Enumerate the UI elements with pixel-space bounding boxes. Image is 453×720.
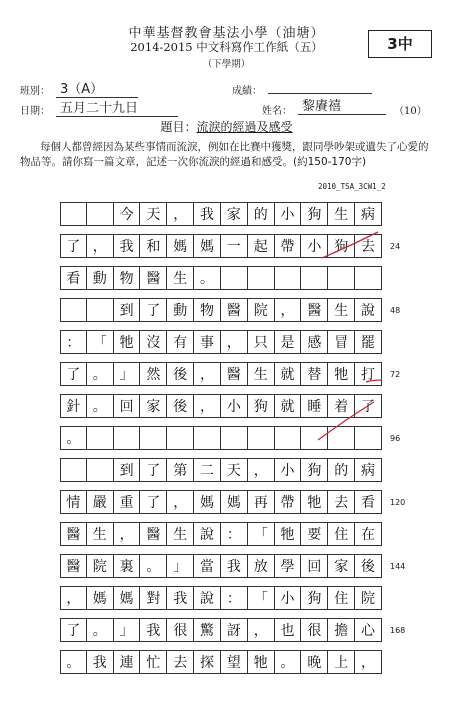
grid-cell: 狗	[301, 202, 328, 226]
name-value: 黎賡禧	[298, 95, 386, 115]
result-label: 成績：	[232, 86, 262, 97]
grade-box: 3中	[368, 30, 432, 58]
grid-cell: 當	[194, 554, 221, 578]
grid-cell	[114, 426, 141, 450]
grid-cell: 今	[114, 202, 141, 226]
grid-cell: 了	[140, 298, 167, 322]
grid-cell: 到	[114, 458, 141, 482]
grid-cell: ：	[221, 522, 248, 546]
grid-cell: 牠	[301, 490, 328, 514]
grid-cell: 去	[328, 490, 355, 514]
grid-cell: 醫	[140, 522, 167, 546]
grid-cell: 院	[248, 298, 275, 322]
class-field	[20, 82, 104, 97]
grid-cell: 住	[328, 522, 355, 546]
grid-cell	[275, 426, 302, 450]
writing-grid	[60, 0, 382, 720]
grid-cell: 沒	[140, 330, 167, 354]
grid-cell: 了	[140, 458, 167, 482]
grid-cell: 」	[114, 618, 141, 642]
grid-cell: 驚	[194, 618, 221, 642]
grid-cell: 生	[248, 362, 275, 386]
grid-cell: 心	[355, 618, 382, 642]
grid-cell: 要	[301, 522, 328, 546]
grid-cell: 說	[194, 522, 221, 546]
grid-cell: 牠	[275, 522, 302, 546]
grid-cell: 。	[140, 554, 167, 578]
term-label: （下學期）	[202, 59, 251, 70]
grid-cell: 後	[355, 554, 382, 578]
grid-cell: 帶	[275, 490, 302, 514]
grid-cell: 家	[328, 554, 355, 578]
grid-cell: 了	[355, 394, 382, 418]
grid-cell: 罷	[355, 330, 382, 354]
word-count-marker: 168	[390, 626, 406, 635]
grid-cell: 感	[301, 330, 328, 354]
word-count-marker: 24	[390, 242, 401, 251]
grid-cell: 醫	[221, 298, 248, 322]
grid-cell: 我	[87, 650, 114, 674]
worksheet-title: 2014-2015 中文科寫作工作紙（五）	[130, 40, 323, 54]
grid-cell: 生	[328, 202, 355, 226]
grid-cell: ，	[275, 298, 302, 322]
grid-cell: 訝	[221, 618, 248, 642]
grid-row	[60, 298, 382, 322]
grid-cell: 針	[60, 394, 87, 418]
grid-cell: 小	[301, 234, 328, 258]
grid-row	[60, 554, 382, 578]
grid-row	[60, 234, 382, 258]
grid-row	[60, 426, 382, 450]
grid-cell: 起	[248, 234, 275, 258]
class-label: 班別：	[20, 86, 50, 97]
word-count-marker: 144	[390, 562, 406, 571]
grid-cell: ，	[194, 394, 221, 418]
grid-cell: 天	[140, 202, 167, 226]
grid-cell: 就	[275, 362, 302, 386]
topic-title: 流淚的經過及感受	[196, 120, 293, 134]
grid-cell: 牠	[248, 650, 275, 674]
grid-cell	[194, 426, 221, 450]
grid-cell: 看	[355, 490, 382, 514]
grid-cell: ，	[248, 618, 275, 642]
grid-cell: ：	[60, 330, 87, 354]
grid-cell: 對	[140, 586, 167, 610]
grid-cell: 生	[167, 266, 194, 290]
grid-cell: 裏	[114, 554, 141, 578]
grid-cell: 情	[60, 490, 87, 514]
grid-cell: 我	[140, 618, 167, 642]
grid-cell	[355, 266, 382, 290]
grid-cell: 一	[221, 234, 248, 258]
grid-cell: 家	[221, 202, 248, 226]
grid-cell: 小	[275, 586, 302, 610]
grid-cell: 着	[328, 394, 355, 418]
grid-cell: 說	[355, 298, 382, 322]
grid-cell	[328, 426, 355, 450]
grid-cell: ，	[60, 586, 87, 610]
grid-cell: 生	[167, 522, 194, 546]
grid-cell: ，	[221, 330, 248, 354]
grid-cell: 物	[114, 266, 141, 290]
grid-cell: 回	[301, 554, 328, 578]
name-label: 姓名：	[262, 106, 292, 117]
grid-cell: 醫	[60, 522, 87, 546]
grid-cell	[60, 202, 87, 226]
grid-cell: ，	[355, 650, 382, 674]
grid-row	[60, 266, 382, 290]
date-value: 五月二十九日	[56, 97, 178, 117]
grid-cell	[248, 426, 275, 450]
grid-cell	[167, 426, 194, 450]
grid-row	[60, 330, 382, 354]
grid-cell: 。	[194, 266, 221, 290]
grid-cell: ，	[167, 490, 194, 514]
grid-cell: 我	[194, 202, 221, 226]
grid-cell	[221, 266, 248, 290]
grid-row	[60, 362, 382, 386]
word-count-marker: 48	[390, 306, 401, 315]
grid-cell: 睡	[301, 394, 328, 418]
grid-cell: 了	[140, 490, 167, 514]
grid-cell: 打	[355, 362, 382, 386]
grid-cell: 「	[248, 586, 275, 610]
grid-cell: 替	[301, 362, 328, 386]
grid-cell: 學	[275, 554, 302, 578]
grid-cell: 小	[275, 458, 302, 482]
grid-row	[60, 394, 382, 418]
grid-cell: 和	[140, 234, 167, 258]
grid-cell: ：	[221, 586, 248, 610]
grid-cell: 媽	[87, 586, 114, 610]
word-count-marker: 72	[390, 370, 401, 379]
grid-cell: 只	[248, 330, 275, 354]
word-count-marker: 120	[390, 498, 406, 507]
grid-cell: 「	[87, 330, 114, 354]
grid-cell: 冒	[328, 330, 355, 354]
grid-cell: 醫	[301, 298, 328, 322]
grid-cell: 後	[167, 362, 194, 386]
grid-cell: 牠	[328, 362, 355, 386]
grid-row	[60, 586, 382, 610]
school-name: 中華基督教會基法小學（油塘）	[128, 26, 325, 41]
grid-cell: 生	[328, 298, 355, 322]
instructions: 每個人都曾經因為某些事情而流淚，例如在比賽中獲獎，跟同學吵架或遺失了心愛的物品等。請你寫一篇文章，記述一次你流淚的經過和感受。(約150-170字)	[20, 141, 429, 168]
grid-cell: 醫	[140, 266, 167, 290]
grid-cell: 了	[60, 234, 87, 258]
grid-cell: 牠	[114, 330, 141, 354]
grid-cell: 。	[60, 426, 87, 450]
grid-cell: 也	[275, 618, 302, 642]
grid-cell: 就	[275, 394, 302, 418]
grid-cell: 小	[275, 202, 302, 226]
grid-cell: 了	[60, 618, 87, 642]
grid-cell: ，	[248, 458, 275, 482]
grid-cell	[140, 426, 167, 450]
grid-cell: 去	[355, 234, 382, 258]
grid-cell: 媽	[114, 586, 141, 610]
grid-cell: 我	[114, 234, 141, 258]
topic-label: 題目：	[160, 120, 197, 134]
grid-cell: 動	[87, 266, 114, 290]
grid-cell: 狗	[301, 458, 328, 482]
grid-cell: ，	[194, 362, 221, 386]
grid-cell: 放	[248, 554, 275, 578]
grid-cell	[275, 266, 302, 290]
grid-cell: 。	[275, 650, 302, 674]
grid-cell: 嚴	[87, 490, 114, 514]
grid-row	[60, 458, 382, 482]
grid-cell: 媽	[167, 234, 194, 258]
grid-cell: 醫	[60, 554, 87, 578]
grid-cell	[87, 202, 114, 226]
grid-cell: 我	[167, 586, 194, 610]
grid-cell	[301, 266, 328, 290]
grid-cell	[221, 426, 248, 450]
grid-cell: 媽	[194, 234, 221, 258]
grid-cell: 」	[114, 362, 141, 386]
grid-cell: 院	[87, 554, 114, 578]
grid-cell: 很	[301, 618, 328, 642]
grid-cell: 探	[194, 650, 221, 674]
grid-cell	[60, 458, 87, 482]
grid-cell: 媽	[194, 490, 221, 514]
grid-cell: 在	[355, 522, 382, 546]
grid-row	[60, 618, 382, 642]
grid-cell: 連	[114, 650, 141, 674]
grid-cell: 後	[167, 394, 194, 418]
grid-cell: 到	[114, 298, 141, 322]
grid-cell: 上	[328, 650, 355, 674]
grid-cell: 擔	[328, 618, 355, 642]
student-number: （10）	[394, 106, 427, 117]
grid-cell: 「	[248, 522, 275, 546]
word-count-marker: 96	[390, 434, 401, 443]
grid-cell: ，	[167, 202, 194, 226]
grid-cell: 了	[60, 362, 87, 386]
grid-cell: 天	[221, 458, 248, 482]
grid-cell	[60, 298, 87, 322]
grid-cell: 重	[114, 490, 141, 514]
grid-cell: 病	[355, 202, 382, 226]
grid-cell: 回	[114, 394, 141, 418]
grid-row	[60, 202, 382, 226]
grid-cell: 然	[140, 362, 167, 386]
grid-cell: 狗	[248, 394, 275, 418]
grid-cell: 院	[355, 586, 382, 610]
date-label: 日期：	[20, 106, 50, 117]
grid-cell: 是	[275, 330, 302, 354]
grid-cell: 動	[167, 298, 194, 322]
grid-cell	[355, 426, 382, 450]
grid-cell: 我	[221, 554, 248, 578]
grid-cell: 很	[167, 618, 194, 642]
grid-cell: 狗	[301, 586, 328, 610]
grid-cell: 物	[194, 298, 221, 322]
grid-cell: 狗	[328, 234, 355, 258]
grid-cell: 第	[167, 458, 194, 482]
grid-cell: 有	[167, 330, 194, 354]
grid-cell	[248, 266, 275, 290]
grid-cell	[87, 458, 114, 482]
grid-cell: 帶	[275, 234, 302, 258]
grid-cell	[301, 426, 328, 450]
grid-cell: 病	[355, 458, 382, 482]
grid-cell: 再	[248, 490, 275, 514]
grid-row	[60, 490, 382, 514]
grid-cell: 。	[87, 362, 114, 386]
grid-cell: 的	[248, 202, 275, 226]
paper-code: 2010_TSA_3CW1_2	[318, 182, 386, 191]
grid-cell: 。	[87, 394, 114, 418]
date-field	[20, 101, 139, 117]
grid-cell: 看	[60, 266, 87, 290]
grid-cell: 小	[221, 394, 248, 418]
grid-cell: ，	[87, 234, 114, 258]
grid-cell: 媽	[221, 490, 248, 514]
class-value: 3（A）	[56, 78, 138, 98]
grid-cell: 。	[60, 650, 87, 674]
grid-cell: 望	[221, 650, 248, 674]
grid-cell: 去	[167, 650, 194, 674]
grid-cell: 事	[194, 330, 221, 354]
grid-cell: 生	[87, 522, 114, 546]
grid-cell: 住	[328, 586, 355, 610]
grid-cell: 。	[87, 618, 114, 642]
grid-cell: 說	[194, 586, 221, 610]
grid-cell: 晚	[301, 650, 328, 674]
grid-cell: 家	[140, 394, 167, 418]
grid-cell: 二	[194, 458, 221, 482]
grid-row	[60, 522, 382, 546]
grid-cell: 的	[328, 458, 355, 482]
grid-cell: 」	[167, 554, 194, 578]
grid-cell	[87, 426, 114, 450]
grid-row	[60, 650, 382, 674]
grid-cell: ，	[114, 522, 141, 546]
grid-cell: 忙	[140, 650, 167, 674]
grid-cell	[87, 298, 114, 322]
grid-cell	[328, 266, 355, 290]
grid-cell: 醫	[221, 362, 248, 386]
